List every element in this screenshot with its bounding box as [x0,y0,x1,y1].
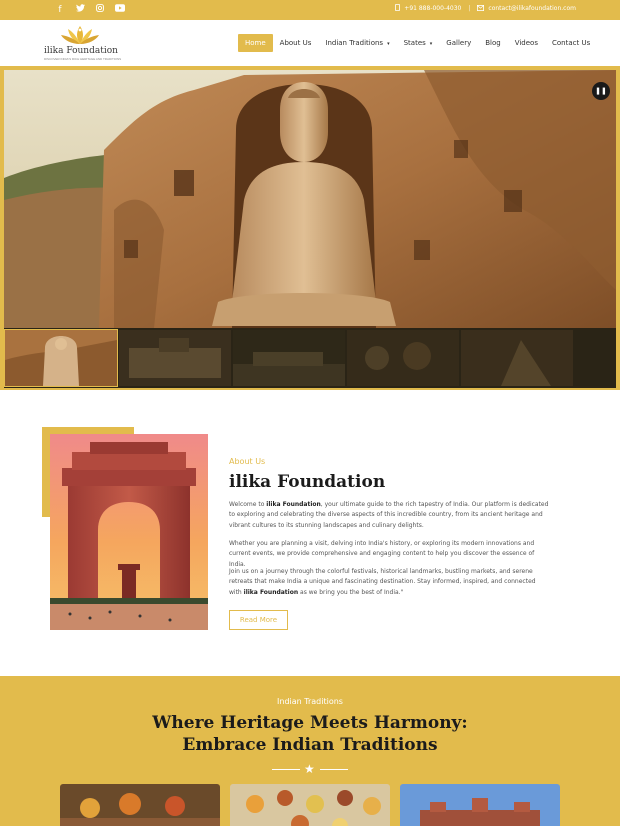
twitter-icon[interactable] [70,3,90,17]
lotus-logo-icon [58,24,102,46]
nav-menu [238,34,597,52]
facebook-icon[interactable]: f [58,5,62,15]
slider-pause-button[interactable]: ❚❚ [592,82,610,100]
nav-item-home[interactable] [238,34,273,52]
about-paragraph-3 [229,567,549,598]
about-title: ilika Foundation [229,472,386,492]
traditions-heading [0,712,620,756]
slider-thumbnail[interactable] [119,330,231,386]
about-paragraph-1 [229,500,549,531]
nav-label: Contact Us [551,39,591,47]
tradition-card[interactable] [60,784,220,826]
nav-item-blog[interactable] [478,34,507,52]
heading-line: Embrace Indian Traditions [182,735,438,755]
logo-wordmark: ilika Foundation [44,46,118,56]
text-span: as we bring you the best of India." [298,588,404,596]
brand-name-bold: ilika Foundation [243,588,299,596]
divider-line [272,769,300,770]
main-navigation [0,20,620,66]
india-gate-image [50,434,208,630]
nav-label: Home [245,39,266,47]
traditions-kicker: Indian Traditions [277,697,343,706]
social-links [50,3,130,17]
chevron-down-icon: ▾ [429,41,433,47]
nav-item-indian-traditions[interactable] [318,34,396,52]
nav-item-contact-us[interactable] [545,34,597,52]
nav-label: Videos [514,39,538,47]
nav-label: Indian Traditions [325,39,384,47]
star-divider [272,763,348,775]
phone-icon [395,4,400,13]
heading-line: Where Heritage Meets Harmony: [152,713,468,733]
read-more-button[interactable]: Read More [229,610,288,630]
nav-label: About Us [279,39,312,47]
divider-line [320,769,348,770]
tradition-card[interactable] [230,784,390,826]
slider-thumbnails [4,328,616,388]
contact-separator: | [468,5,471,12]
star-icon: ★ [304,762,315,776]
instagram-icon[interactable] [90,3,110,17]
nav-item-gallery[interactable] [439,34,478,52]
buddha-cliff-image [4,70,616,328]
nav-item-videos[interactable] [508,34,545,52]
top-bar [0,0,620,20]
youtube-icon[interactable] [110,3,130,17]
email-address[interactable]: contact@ilikafoundation.com [488,5,576,12]
nav-label: Blog [485,39,501,47]
about-section [0,390,620,676]
nav-item-about-us[interactable] [273,34,319,52]
traditions-section [0,676,620,826]
slider-thumbnail[interactable] [233,330,345,386]
hero-slide-image[interactable] [4,70,616,328]
nav-label: States [403,39,426,47]
email-icon [477,5,484,13]
about-paragraph-2: Whether you are planning a visit, delving into India's history, or exploring its modern innovations and current events, we provide comprehensive and engaging content to help you discover the essence of India. [229,540,535,568]
text-span: Welcome to [229,501,267,508]
chevron-down-icon: ▾ [387,41,390,47]
nav-label: Gallery [446,39,472,47]
text-span: , your ultimate guide to the rich tapestry of India. Our platform is dedicated to exploring and celebrating the diverse aspects of this incredible country, from its ancient heritage and vibrant cultures to its stunning landscapes and culinary delights. [229,501,549,529]
slider-thumbnail[interactable] [347,330,459,386]
contact-info [395,4,576,13]
phone-number[interactable]: +91 888-000-4030 [404,5,462,12]
brand-name-bold: ilika Foundation [266,501,321,508]
hero-slider [0,66,620,390]
about-kicker: About Us [229,457,266,466]
tradition-card[interactable] [400,784,560,826]
text-span: Join us on a journey through the colorful festivals, historical landmarks, bustling markets, and serene retreats that make India a unique and fascinating destination. Stay informed, inspired, and connected with [229,568,536,596]
slider-thumbnail[interactable] [461,330,573,386]
slider-thumbnail[interactable] [5,330,117,386]
logo-tagline: DISCOVER INDIA'S RICH HERITAGE AND TRADITIONS [44,57,122,61]
site-logo[interactable] [44,24,122,64]
nav-item-states[interactable] [397,34,440,52]
